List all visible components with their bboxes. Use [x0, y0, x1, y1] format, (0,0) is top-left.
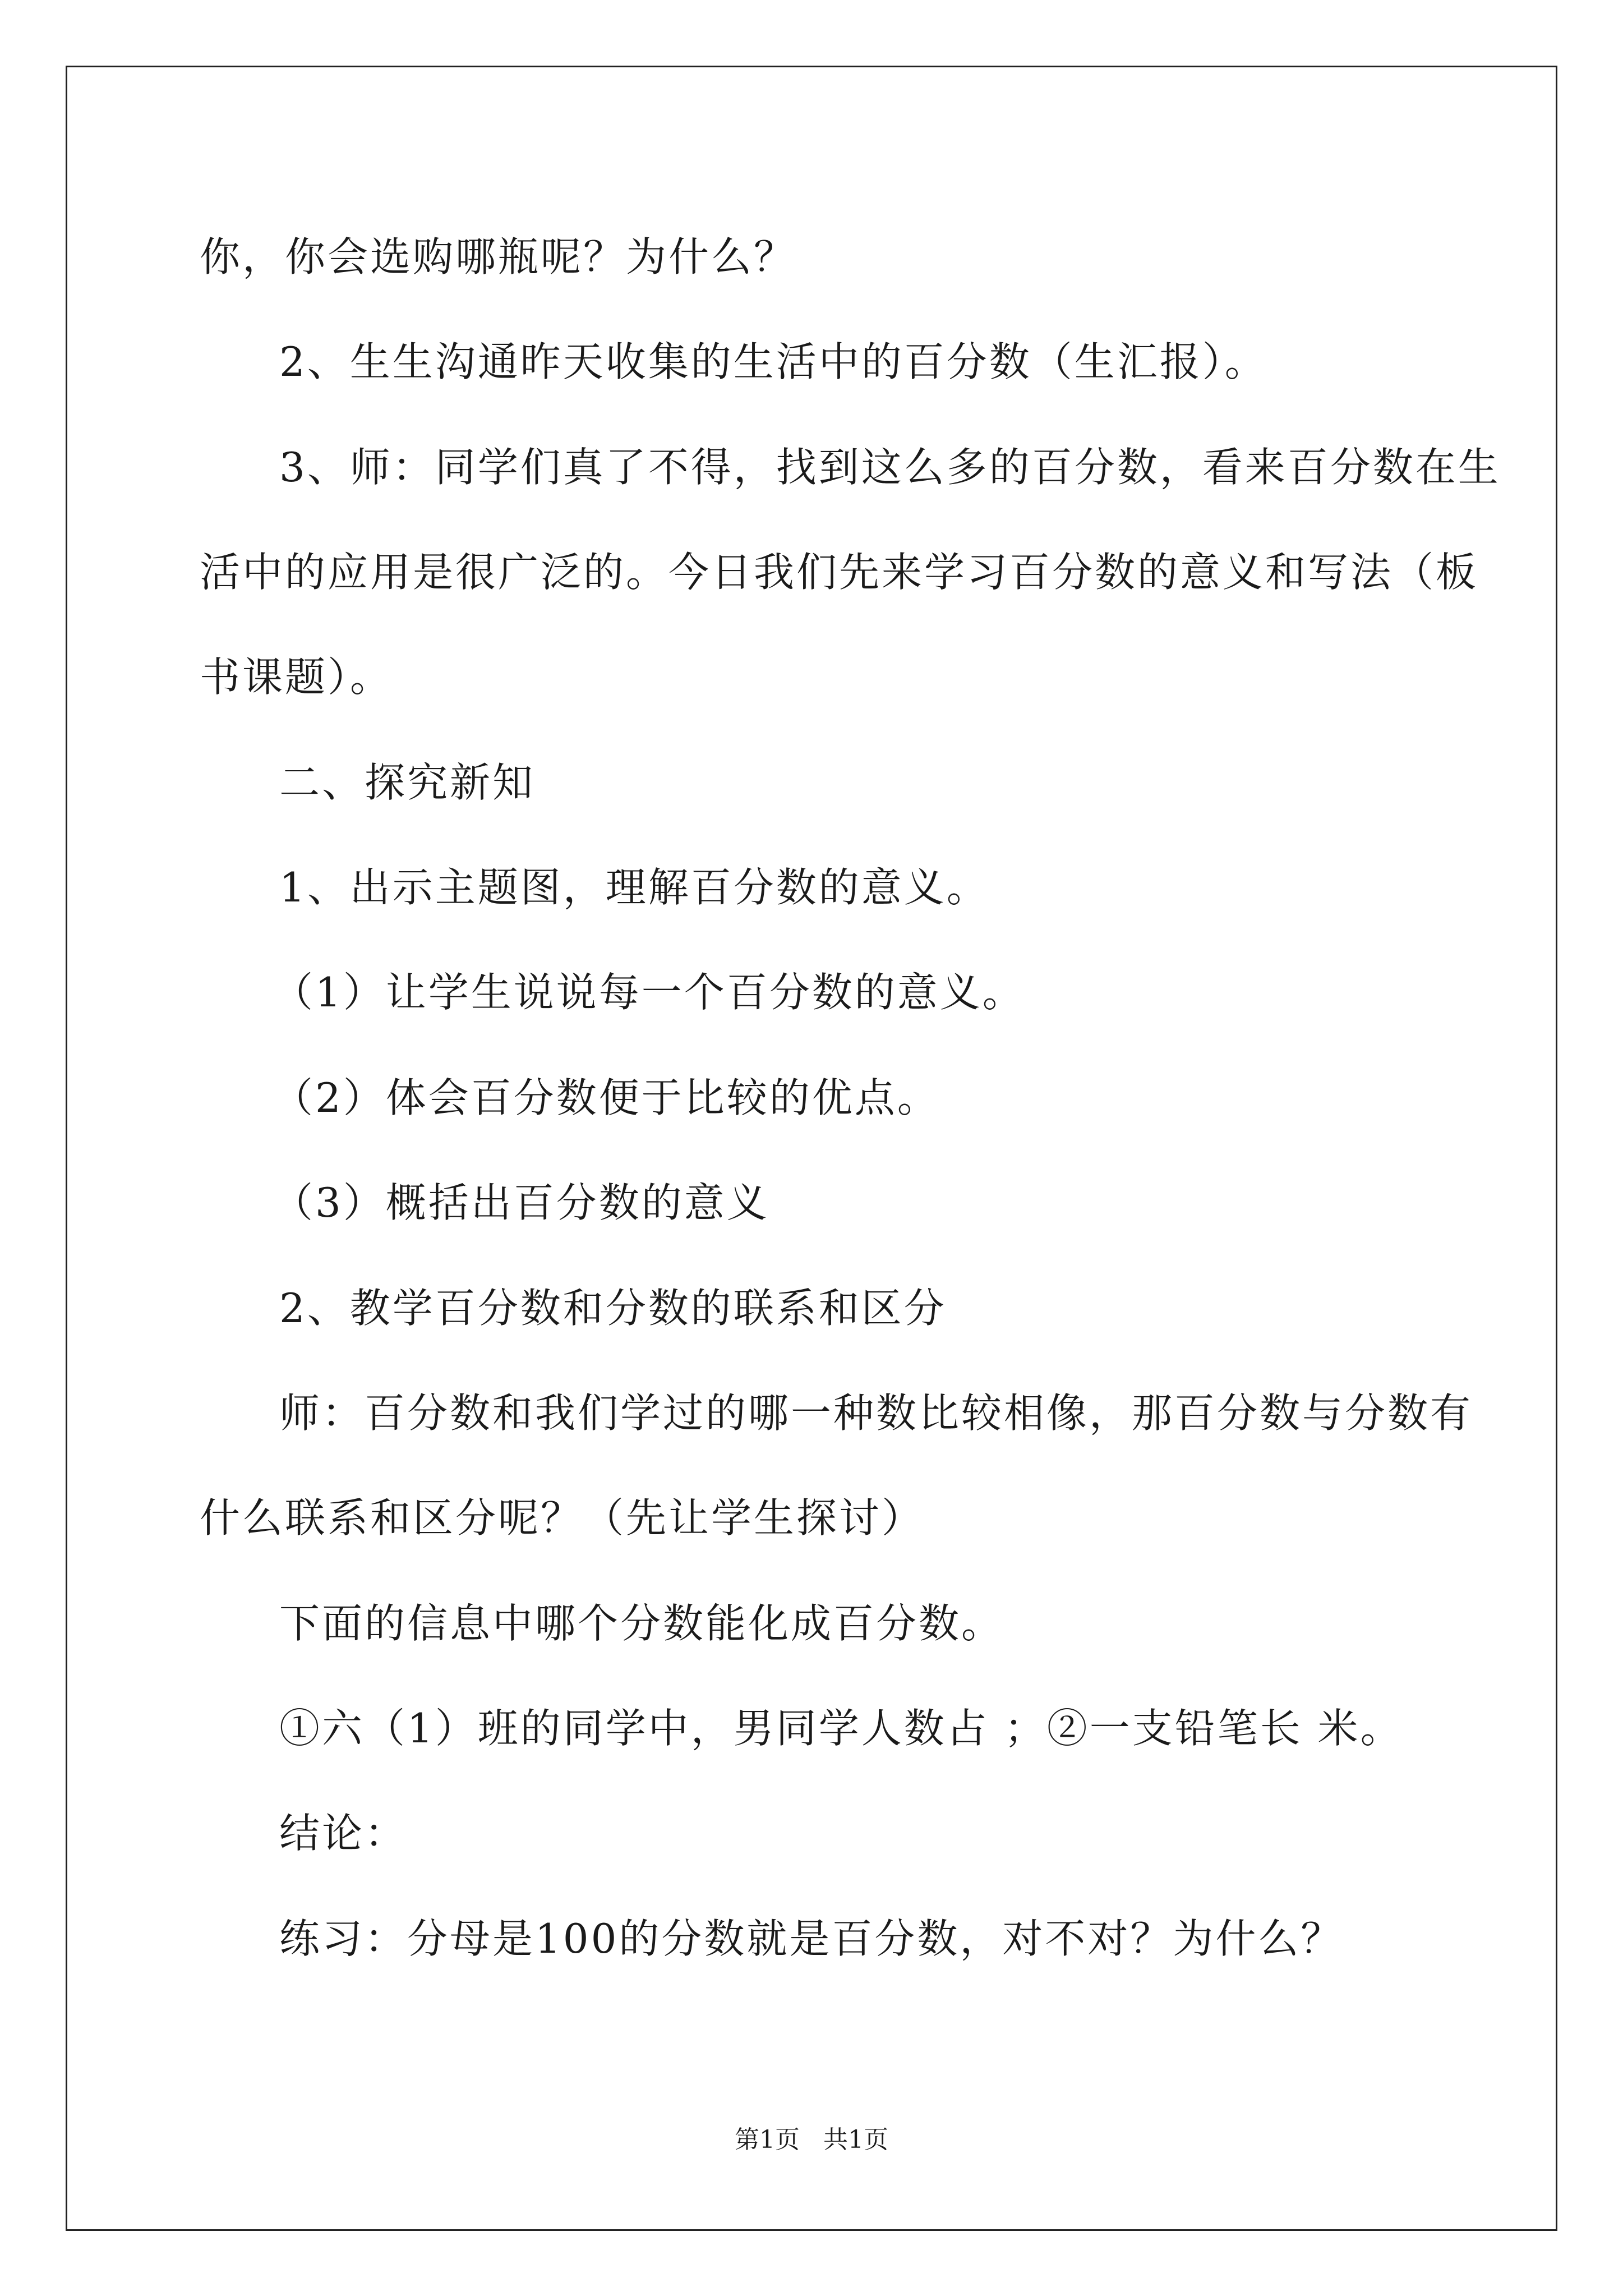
page-border: [66, 66, 1557, 2231]
text-line: 2、生生沟通昨天收集的生活中的百分数（生汇报）。: [279, 338, 1267, 385]
text-line: （3）概括出百分数的意义: [273, 1179, 769, 1226]
text-line: 练习：分母是100的分数就是百分数，对不对？为什么？: [279, 1915, 1344, 1962]
text-line: 活中的应用是很广泛的。今日我们先来学习百分数的意义和写法（板: [200, 549, 1479, 596]
text-line: ①六（1）班的同学中，男同学人数占 ；②一支铅笔长 米。: [279, 1705, 1403, 1752]
text-line: 1、出示主题图，理解百分数的意义。: [279, 864, 989, 911]
section-heading: 二、探究新知: [279, 759, 536, 806]
text-line: 你，你会选购哪瓶呢？为什么？: [200, 233, 797, 280]
text-line: 下面的信息中哪个分数能化成百分数。: [279, 1600, 1004, 1647]
text-line: 什么联系和区分呢？（先让学生探讨）: [200, 1494, 925, 1542]
page-number: 第1页 共1页: [735, 2125, 888, 2154]
text-line: 3、师：同学们真了不得，找到这么多的百分数，看来百分数在生: [279, 444, 1501, 491]
text-line: （1）让学生说说每一个百分数的意义。: [273, 969, 1025, 1016]
text-line: 结论：: [279, 1810, 408, 1857]
text-line: 2、教学百分数和分数的联系和区分: [279, 1285, 947, 1332]
text-line: 书课题）。: [200, 654, 393, 701]
text-line: 师：百分数和我们学过的哪一种数比较相像，那百分数与分数有: [279, 1389, 1473, 1437]
text-line: （2）体会百分数便于比较的优点。: [273, 1074, 940, 1121]
